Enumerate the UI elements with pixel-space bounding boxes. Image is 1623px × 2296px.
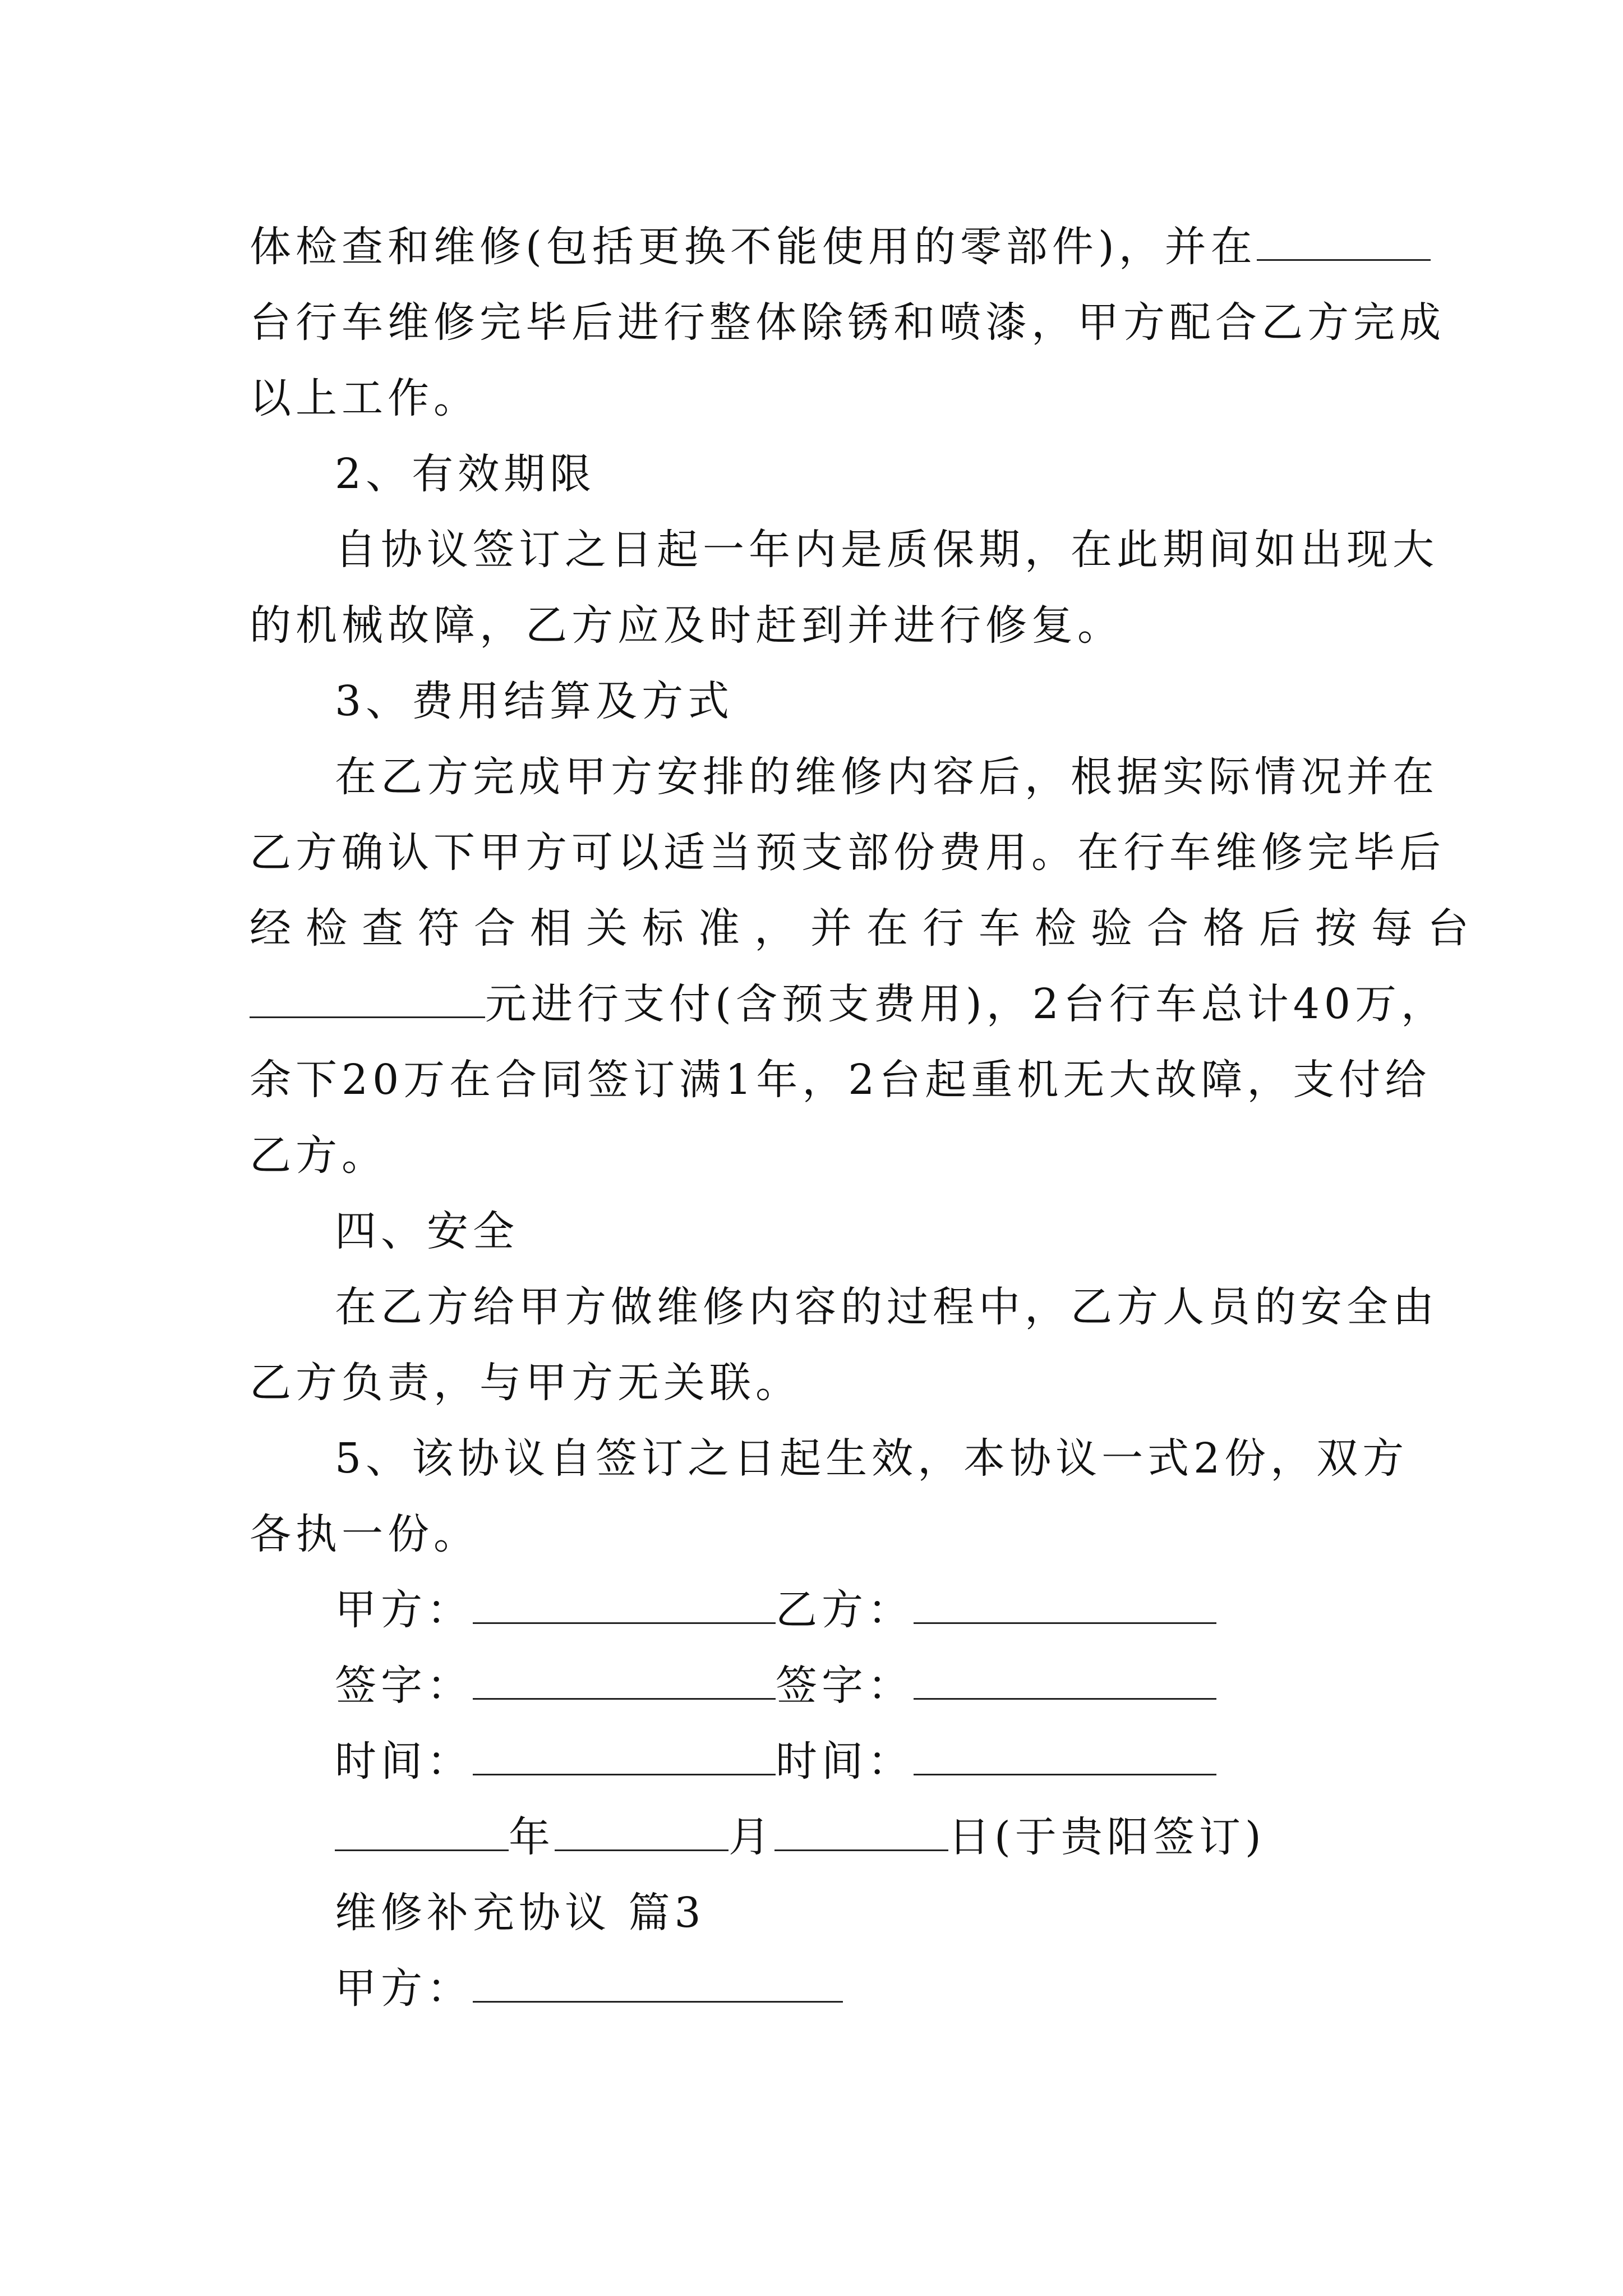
blank-field (250, 977, 485, 1018)
text-line: 乙方负责，与甲方无关联。 (250, 1359, 801, 1407)
text-line: 的机械故障，乙方应及时赶到并进行修复。 (250, 601, 1123, 650)
section-heading: 3、费用结算及方式 (335, 677, 734, 725)
next-party-row (335, 1958, 1473, 2019)
blank-field (1257, 220, 1431, 261)
party-b-field (914, 1583, 1216, 1624)
signature-row-party (335, 1579, 1473, 1641)
party-b-time-field (914, 1734, 1216, 1775)
party-a-time-label: 时间： (335, 1737, 473, 1786)
text-line: 乙方。 (250, 1131, 388, 1180)
text-line: 体检查和维修(包括更换不能使用的零部件)，并在 (250, 216, 1388, 278)
text-line: 在乙方给甲方做维修内容的过程中，乙方人员的安全由 (335, 1283, 1438, 1331)
text-line: 余下20万在合同签订满1年，2台起重机无大故障，支付给 (250, 1056, 1431, 1104)
signature-row-sign (335, 1655, 1473, 1717)
month-field (555, 1810, 728, 1851)
section-heading: 2、有效期限 (335, 450, 596, 498)
party-a-sign-field (473, 1659, 776, 1700)
signature-row-time (335, 1731, 1473, 1792)
date-line: 年 月 日(于贵阳签订) (335, 1806, 1473, 1868)
text-line: 5、该协议自签订之日起生效，本协议一式2份，双方 (335, 1434, 1409, 1483)
text-line: 元进行支付(含预支费用)，2台行车总计40万， (250, 973, 1388, 1035)
text-line: 经检查符合相关标准，并在行车检验合格后按每台 (250, 904, 1483, 953)
next-party-a-field (473, 1962, 843, 2003)
party-b-sign-field (914, 1659, 1216, 1700)
year-field (335, 1810, 509, 1851)
next-agreement-title: 维修补充协议 篇3 (335, 1889, 706, 1937)
next-party-a-label: 甲方： (335, 1964, 473, 2013)
party-b-time-label: 时间： (776, 1737, 914, 1786)
party-a-time-field (473, 1734, 776, 1775)
day-field (774, 1810, 948, 1851)
party-b-label: 乙方： (776, 1586, 914, 1634)
text-line: 在乙方完成甲方安排的维修内容后，根据实际情况并在 (335, 753, 1438, 801)
text-line: 台行车维修完毕后进行整体除锈和喷漆，甲方配合乙方完成 (250, 298, 1445, 347)
party-a-field (473, 1583, 776, 1624)
party-b-sign-label: 签字： (776, 1662, 914, 1710)
text-line: 乙方确认下甲方可以适当预支部份费用。在行车维修完毕后 (250, 829, 1445, 877)
text-line: 各执一份。 (250, 1510, 479, 1558)
party-a-label: 甲方： (335, 1586, 473, 1634)
text-line: 以上工作。 (250, 374, 479, 422)
party-a-sign-label: 签字： (335, 1662, 473, 1710)
text-line: 自协议签订之日起一年内是质保期，在此期间如出现大 (335, 526, 1438, 574)
section-heading: 四、安全 (335, 1207, 519, 1255)
